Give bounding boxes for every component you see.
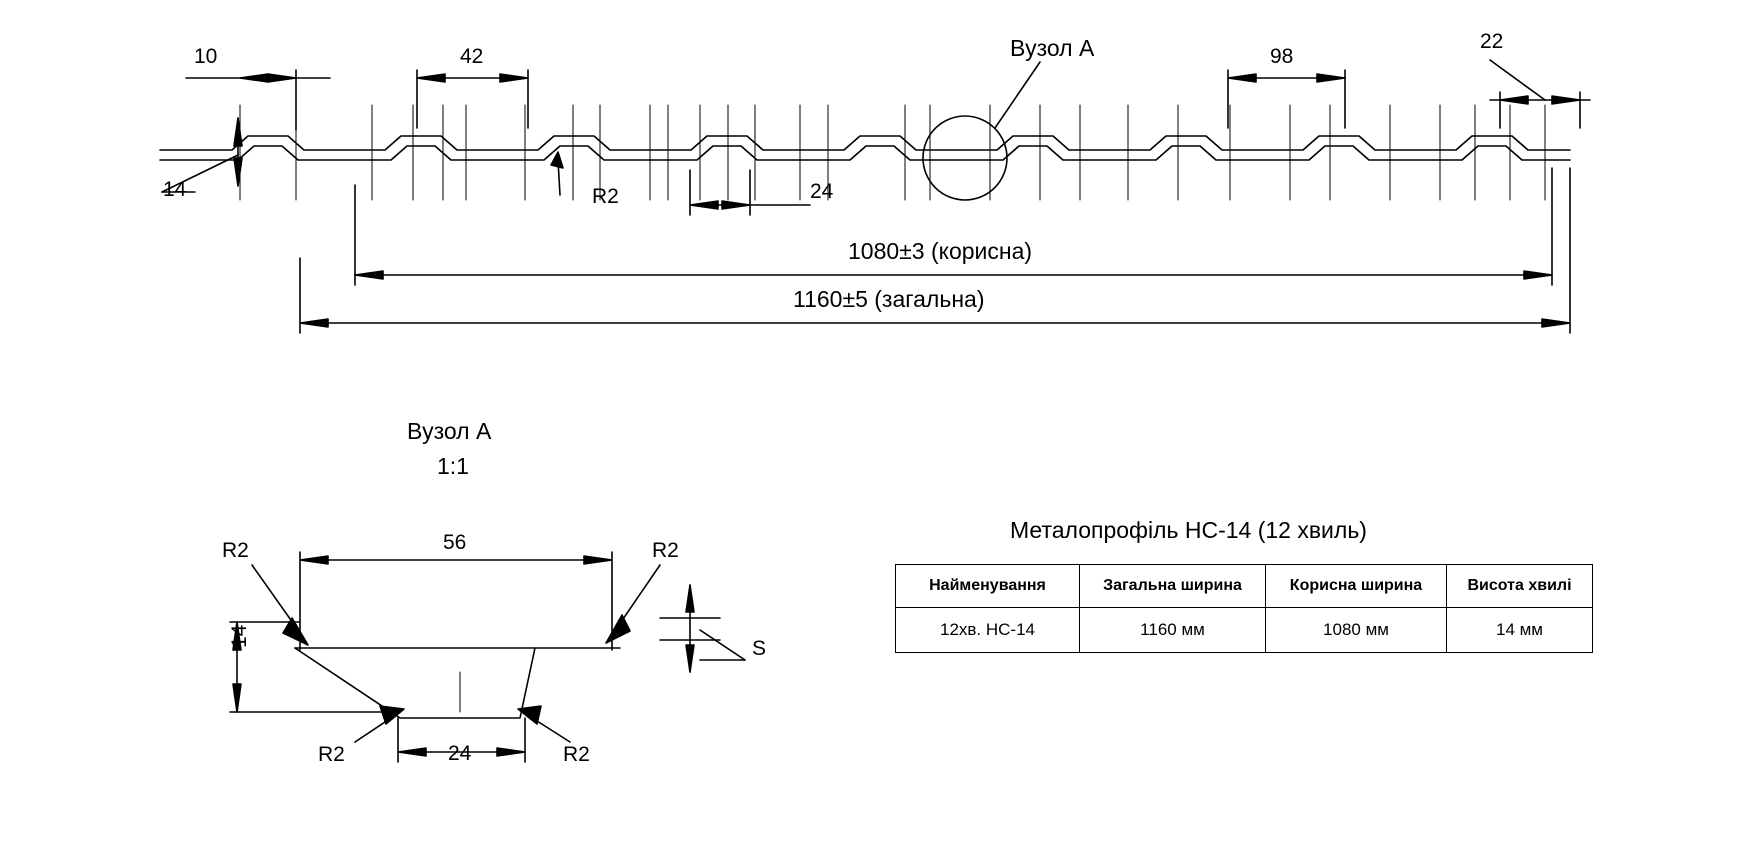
table-cell-total-width: 1160 мм: [1080, 608, 1266, 653]
node-a-callout-label: Вузол А: [1010, 35, 1095, 61]
detail-label-r2-top-left: R2: [222, 539, 249, 562]
dim-label-total-width: 1160±5 (загальна): [793, 286, 985, 312]
detail-view-scale: 1:1: [437, 453, 469, 479]
dim-label-22: 22: [1480, 30, 1504, 53]
dim-thickness-s: [660, 585, 745, 672]
detail-label-r2-bottom-left: R2: [318, 743, 345, 766]
table-header-row: [896, 565, 1593, 608]
dim-98: [1228, 70, 1345, 128]
r2-top-right-leader: [606, 565, 660, 643]
detail-profile-shape: [295, 648, 620, 718]
table-cell-wave-height: 14 мм: [1447, 608, 1593, 653]
table-header-cell: Загальна ширина: [1080, 565, 1266, 608]
dim-56: [300, 552, 612, 650]
table-cell-name: 12хв. НС-14: [896, 608, 1080, 653]
dim-label-24-top: 24: [810, 180, 834, 203]
detail-label-56: 56: [443, 531, 467, 554]
dim-14-detail: [230, 622, 400, 712]
r2-leader-top: [551, 152, 563, 195]
table-header-cell: Корисна ширина: [1266, 565, 1447, 608]
detail-label-thickness-s: S: [752, 637, 767, 660]
dim-label-10: 10: [194, 45, 218, 68]
table-row: [896, 608, 1593, 653]
table-header-cell: Найменування: [896, 565, 1080, 608]
dim-10: [186, 70, 330, 130]
dim-label-14-top: 14: [163, 178, 187, 201]
detail-label-r2-top-right: R2: [652, 539, 679, 562]
spec-table: [895, 564, 1593, 653]
detail-view-title: Вузол А: [407, 418, 492, 444]
detail-label-14: 14: [228, 624, 251, 648]
dim-label-42: 42: [460, 45, 484, 68]
dim-label-98: 98: [1270, 45, 1294, 68]
dim-42: [417, 70, 528, 128]
dim-22: [1490, 60, 1590, 128]
node-a-leader: [995, 62, 1040, 128]
spec-table-wrapper: [895, 564, 1593, 653]
dim-label-useful-width: 1080±3 (корисна): [848, 238, 1033, 264]
detail-label-r2-bottom-right: R2: [563, 743, 590, 766]
table-header-cell: Висота хвилі: [1447, 565, 1593, 608]
construction-lines: [240, 105, 1545, 200]
table-cell-useful-width: 1080 мм: [1266, 608, 1447, 653]
dim-24-top: [690, 170, 810, 215]
node-a-circle: [923, 116, 1007, 200]
dim-label-r2-top: R2: [592, 185, 619, 208]
spec-table-title: Металопрофіль НС-14 (12 хвиль): [1010, 517, 1367, 543]
dim-1080: [355, 168, 1552, 285]
detail-label-24: 24: [448, 742, 472, 765]
